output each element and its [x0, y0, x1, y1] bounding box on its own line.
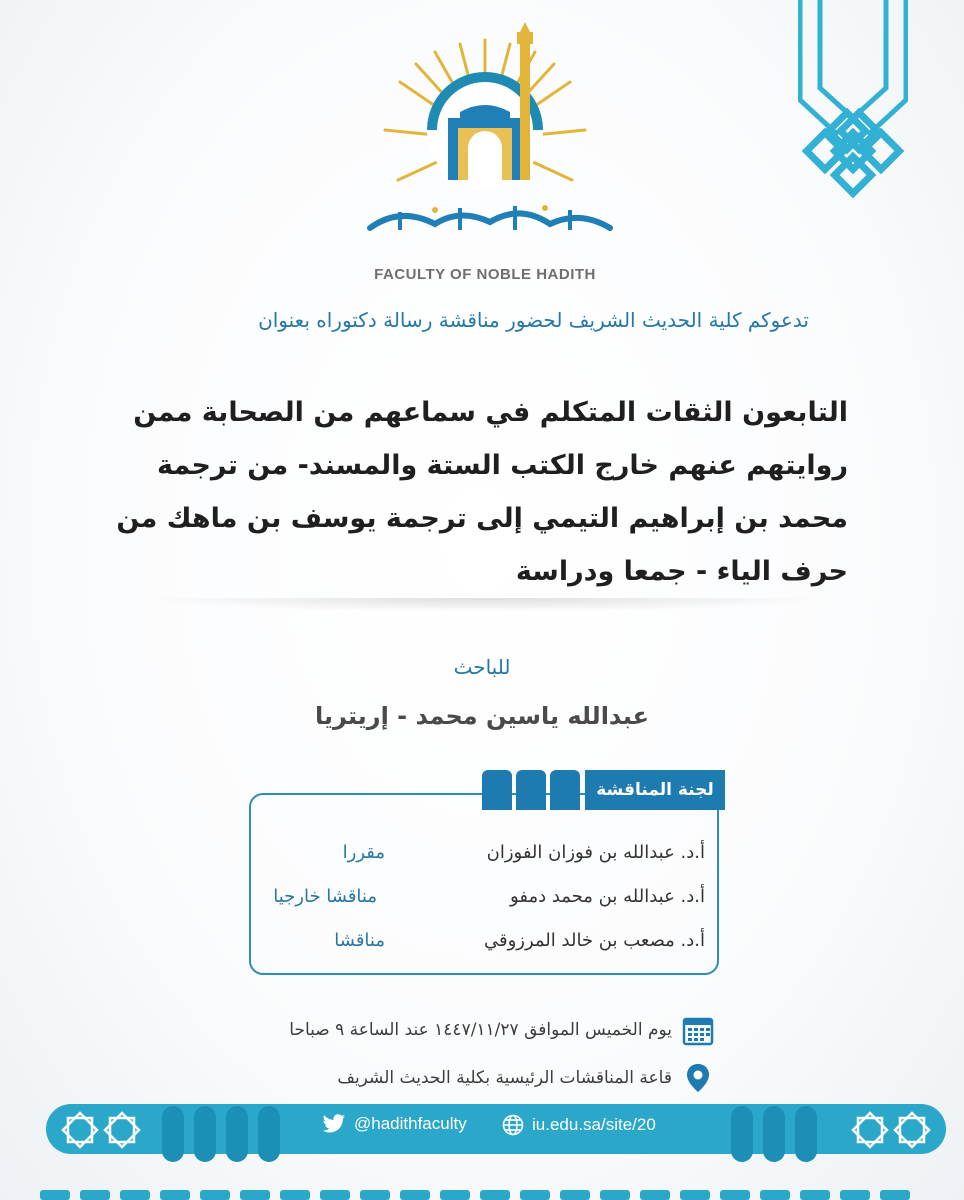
twitter-bird-icon: [322, 1114, 346, 1134]
thesis-title-line: حرف الياء - جمعا ودراسة: [515, 556, 848, 587]
location-pin-icon: [682, 1062, 714, 1094]
arabic-logotype: [340, 198, 630, 238]
footer-pill-decoration: [194, 1106, 216, 1162]
website-url: iu.edu.sa/site/20: [532, 1115, 656, 1134]
star-ornament-icon: [60, 1110, 100, 1150]
member-name: أ.د. مصعب بن خالد المرزوقي: [483, 930, 705, 951]
member-name: أ.د. عبدالله بن محمد دمفو: [510, 886, 705, 907]
footer-pill-decoration: [731, 1106, 753, 1162]
member-role: مقررا: [342, 842, 385, 863]
committee-member: [240, 886, 705, 916]
thesis-title-line: روايتهم عنهم خارج الكتب الستة والمسند- من ترجمة: [156, 450, 848, 481]
footer-pill-decoration: [795, 1106, 817, 1162]
researcher-label: للباحث: [453, 655, 511, 679]
twitter-link[interactable]: [322, 1114, 467, 1134]
star-ornament-icon: [892, 1110, 932, 1150]
title-divider-shadow: [140, 598, 830, 612]
thesis-title-line: التابعون الثقات المتكلم في سماعهم من الصحابة ممن: [133, 397, 848, 428]
committee-member: [240, 930, 705, 960]
twitter-handle: @hadithfaculty: [354, 1114, 467, 1133]
datetime-text: يوم الخميس الموافق ١٤٤٧/١١/٢٧ عند الساعة ٩ صباحا: [289, 1020, 672, 1040]
footer-pill-decoration: [226, 1106, 248, 1162]
bottom-border-decoration: [30, 1186, 944, 1200]
ribbon-decoration: [798, 0, 908, 210]
member-role: مناقشا خارجيا: [273, 886, 377, 907]
committee-title: لجنة المناقشة: [585, 770, 725, 810]
invitation-text: تدعوكم كلية الحديث الشريف لحضور مناقشة رسالة دكتوراه بعنوان: [258, 308, 809, 332]
datetime-row: [289, 1014, 714, 1046]
thesis-title: [100, 386, 848, 598]
committee-tab-decoration: [516, 770, 546, 810]
member-name: أ.د. عبدالله بن فوزان الفوزان: [486, 842, 705, 863]
committee-tab-decoration: [550, 770, 580, 810]
star-ornament-icon: [102, 1110, 142, 1150]
footer-pill-decoration: [763, 1106, 785, 1162]
logo-latin-text: FACULTY OF NOBLE HADITH: [374, 266, 596, 283]
committee-tab-decoration: [482, 770, 512, 810]
footer-pill-decoration: [162, 1106, 184, 1162]
thesis-title-line: محمد بن إبراهيم التيمي إلى ترجمة يوسف بن ماهك من: [116, 503, 848, 534]
globe-icon: [502, 1114, 524, 1136]
location-text: قاعة المناقشات الرئيسية بكلية الحديث الشريف: [337, 1068, 672, 1088]
calendar-icon: [682, 1014, 714, 1046]
member-role: مناقشا: [334, 930, 385, 951]
committee-member: [240, 842, 705, 872]
website-link[interactable]: [502, 1114, 656, 1136]
star-ornament-icon: [850, 1110, 890, 1150]
location-row: [337, 1062, 714, 1094]
faculty-logo: [340, 20, 630, 290]
footer-pill-decoration: [258, 1106, 280, 1162]
researcher-name: عبدالله ياسين محمد - إريتريا: [315, 702, 649, 730]
